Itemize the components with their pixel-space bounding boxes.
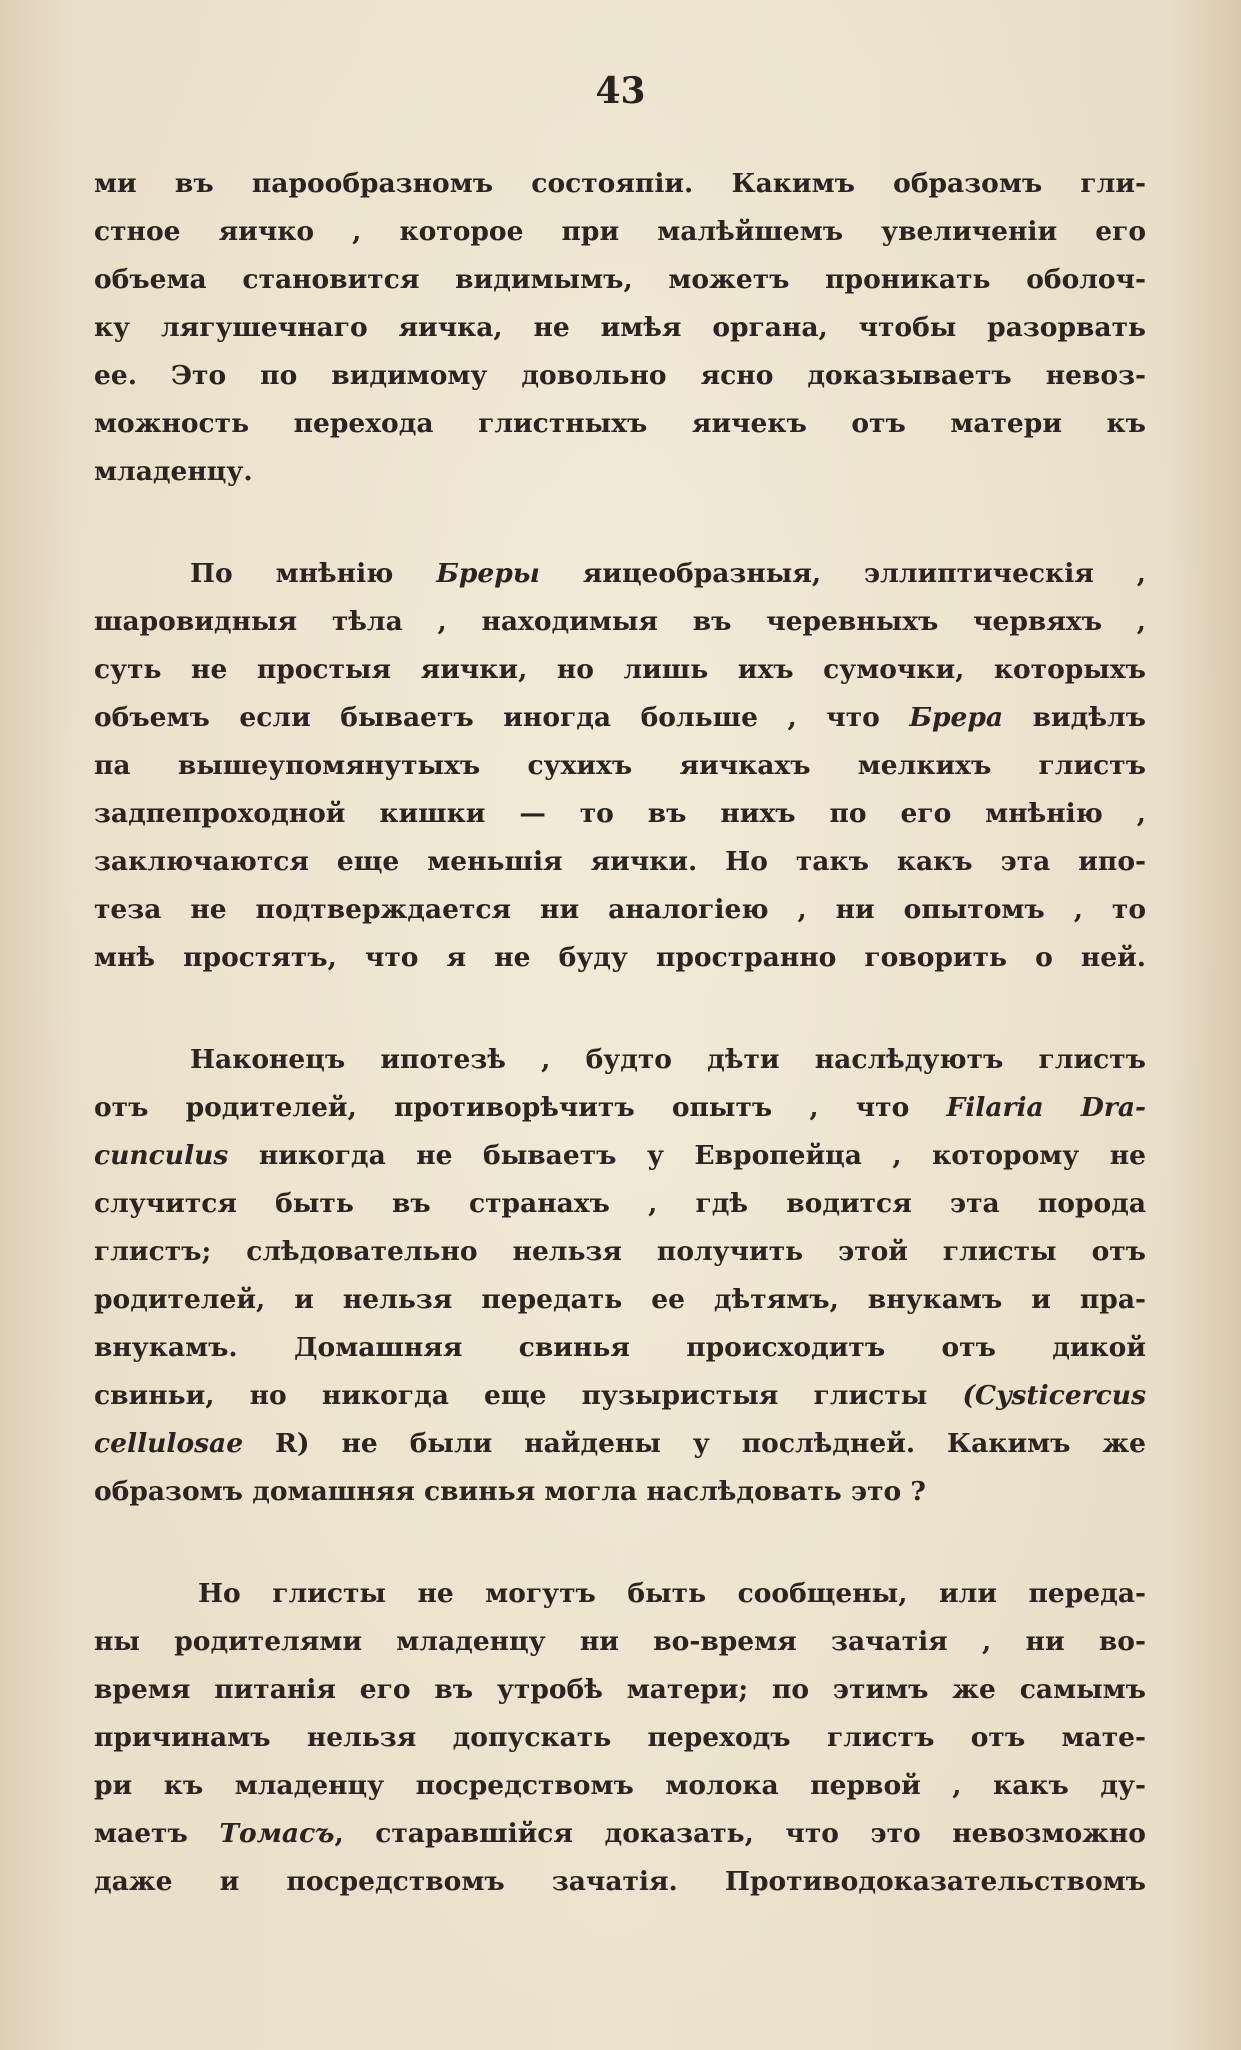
paragraph-3 (94, 1036, 1146, 1084)
italic-term: cunculus (94, 1140, 229, 1171)
paragraph-gap (94, 1516, 1146, 1570)
paragraph-2 (94, 550, 1146, 598)
text-line: cellulosae R) не были найдены у послѣдней. Какимъ же (94, 1428, 1146, 1459)
paragraph-4 (94, 1570, 1146, 1618)
text-line: маетъ Томасъ, старавшійся доказать, что это невозможно (94, 1818, 1146, 1849)
text-line: даже и посредствомъ зачатія. Противодоказательствомъ (94, 1866, 1146, 1897)
text-line: задпепроходной кишки — то въ нихъ по его мнѣнію , (94, 798, 1146, 829)
text-line: образомъ домашняя свинья могла наслѣдовать это ? (94, 1476, 926, 1507)
text-line: ку лягушечнаго яичка, не имѣя органа, чтобы разорвать (94, 312, 1146, 343)
paragraph-1 (94, 160, 1146, 496)
paragraph-gap (94, 982, 1146, 1036)
text-line: случится быть въ странахъ , гдѣ водится эта порода (94, 1188, 1146, 1219)
text-line: глистъ; слѣдовательно нельзя получить этой глисты отъ (94, 1236, 1146, 1267)
text-line: мнѣ простятъ, что я не буду пространно говорить о ней. (94, 942, 1146, 973)
italic-term: Filaria Dra- (946, 1092, 1146, 1123)
italic-term: Брера (909, 702, 1004, 733)
text-line: младенцу. (94, 456, 253, 487)
text-line: Но глисты не могутъ быть сообщены, или переда- (198, 1578, 1146, 1609)
text-line: родителей, и нельзя передать ее дѣтямъ, внукамъ и пра- (94, 1284, 1146, 1315)
text-line: cunculus никогда не бываетъ у Европейца , которому не (94, 1140, 1146, 1171)
text-line: По мнѣнію Бреры яицеобразныя, эллиптическія , (190, 558, 1146, 589)
text-line: объемъ если бываетъ иногда больше , что Брера видѣлъ (94, 702, 1146, 733)
text-line: ри къ младенцу посредствомъ молока первой , какъ ду- (94, 1770, 1146, 1801)
text-line: ми въ парообразномъ состояпіи. Какимъ образомъ гли- (94, 168, 1146, 199)
paragraph-4-body (94, 1618, 1146, 1906)
italic-term: (Cysticercus (962, 1380, 1146, 1411)
text-line: внукамъ. Домашняя свинья происходитъ отъ дикой (94, 1332, 1146, 1363)
paragraph-gap (94, 496, 1146, 550)
text-line: стное яичко , которое при малѣйшемъ увеличеніи его (94, 216, 1146, 247)
text-line: время питанія его въ утробѣ матери; по этимъ же самымъ (94, 1674, 1146, 1705)
text-line: теза не подтверждается ни аналогіею , ни опытомъ , то (94, 894, 1146, 925)
text-line: причинамъ нельзя допускать переходъ глистъ отъ мате- (94, 1722, 1146, 1753)
text-line: объема становится видимымъ, можетъ проникать оболоч- (94, 264, 1146, 295)
text-line: ны родителями младенцу ни во-время зачатія , ни во- (94, 1626, 1146, 1657)
text-line: па вышеупомянутыхъ сухихъ яичкахъ мелкихъ глистъ (94, 750, 1146, 781)
page-text (94, 160, 1146, 1906)
text-line: отъ родителей, противорѣчитъ опытъ , что Filaria Dra- (94, 1092, 1146, 1123)
text-line: свиньи, но никогда еще пузыристыя глисты (Cysticercus (94, 1380, 1146, 1411)
paragraph-2-body (94, 598, 1146, 982)
italic-term: cellulosae (94, 1428, 244, 1459)
text-line: ее. Это по видимому довольно ясно доказываетъ невоз- (94, 360, 1146, 391)
paragraph-3-body (94, 1084, 1146, 1516)
text-line: можность перехода глистныхъ яичекъ отъ матери къ (94, 408, 1146, 439)
text-line: Наконецъ ипотезѣ , будто дѣти наслѣдуютъ глистъ (190, 1044, 1146, 1075)
text-line: шаровидныя тѣла , находимыя въ черевныхъ червяхъ , (94, 606, 1146, 637)
page-number: 43 (595, 70, 646, 112)
italic-term: Томасъ (219, 1818, 335, 1849)
italic-term: Бреры (436, 558, 540, 589)
text-line: заключаются еще меньшія яички. Но такъ какъ эта ипо- (94, 846, 1146, 877)
text-line: суть не простыя яички, но лишь ихъ сумочки, которыхъ (94, 654, 1146, 685)
